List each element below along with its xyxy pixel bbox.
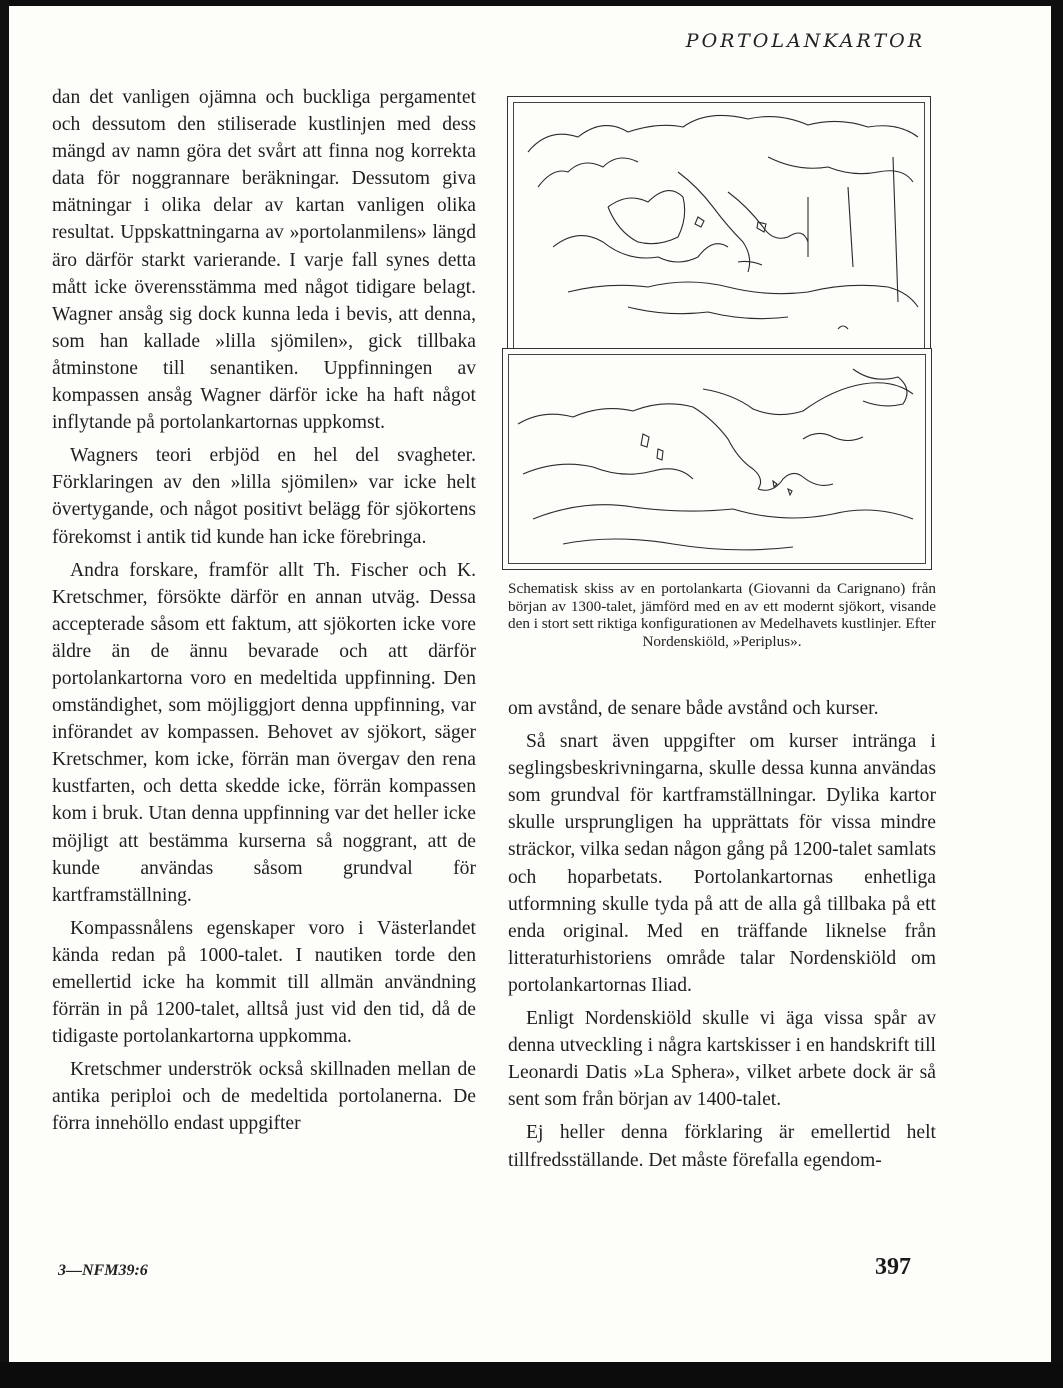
portolan-map-figure <box>507 96 931 361</box>
figure-caption <box>508 580 936 650</box>
paragraph: Wagners teori erbjöd en hel del svagheter. Förklaringen av den »lilla sjömilen» var icke helt övertygande, och något positivt belägg för sjökortens förekomst i antik tid kunde han icke förebringa. <box>52 445 476 548</box>
paragraph: Kompassnålens egenskaper voro i Västerlandet kända redan på 1000-talet. I nautiken torde den emellertid icke ha kommit till allmän användning förrän in på 1200-talet, alltså just vid den tid, då de tidigaste portolankartorna uppkomma. <box>52 917 476 1048</box>
scan-edge-top <box>0 0 1063 6</box>
paragraph: Ej heller denna förklaring är emellertid helt tillfredsställande. Det måste förefalla egendom- <box>508 1122 936 1171</box>
page-number: 397 <box>875 1254 911 1280</box>
portolan-map-sketch <box>508 97 932 362</box>
paragraph: Kretschmer underströk också skillnaden mellan de antika periploi och de medeltida portolanerna. De förra innehöllo endast uppgifter <box>52 1059 476 1135</box>
scan-edge-bottom <box>0 1362 1063 1388</box>
modern-chart-sketch <box>503 349 933 571</box>
paragraph: om avstånd, de senare både avstånd och kurser. <box>508 698 879 719</box>
right-text-column <box>508 695 936 1180</box>
caption-main: Schematisk skiss av en portolankarta (Giovanni da Carignano) från början av 1300-talet, jämförd med en av ett modernt sjökort, visande den i stort sett riktiga konfigurationen av Medelhavets kustlinjer. Efter <box>508 580 936 633</box>
paragraph: Enligt Nordenskiöld skulle vi äga vissa spår av denna utveckling i några kartskisser i en handskrift till Leonardi Datis »La Sphera», vilket arbete dock är så sent som från början av 1400-talet. <box>508 1008 936 1111</box>
signature-mark: 3—NFM39:6 <box>58 1262 148 1279</box>
paragraph: dan det vanligen ojämna och buckliga pergamentet och dessutom den stiliserade kustlinjen med dess mängd av namn göra det svårt att finna nog korrekta data för noggrannare beräkningar. Dessutom giva mätningar i olika delar av kartan vanligen olika resultat. Uppskattningarna av »portolanmilens» längd äro därför starkt varierande. I varje fall synes detta mått icke överensstämma med något tidigare belagt. Wagner ansåg sig dock kunna leda i bevis, att denna, som han kallade »lilla sjömilen», gick tillbaka åtminstone till senantiken. Uppfinningen av kompassen ansåg Wagner därför icke ha haft något inflytande på portolankartornas uppkomst. <box>52 87 476 434</box>
scan-edge-left <box>0 0 9 1388</box>
scan-edge-right <box>1051 0 1063 1388</box>
modern-chart-figure <box>502 348 932 570</box>
caption-attribution: Nordenskiöld, »Periplus». <box>642 632 802 650</box>
left-text-column <box>52 84 476 1144</box>
running-title: PORTOLANKARTOR <box>685 30 925 52</box>
paragraph: Andra forskare, framför allt Th. Fischer och K. Kretschmer, försökte därför en annan utväg. Dessa accepterade såsom ett faktum, att sjökorten icke vore äldre än de ännu bevarade och att därför portolankartorna voro en medeltida uppfinning. Den omständighet, som möjliggjort denna uppfinning, var införandet av kompassen. Behovet av sjökort, säger Kretschmer, kom icke, förrän man övergav den rena kustfarten, och detta skedde icke, förrän kompassen kom i bruk. Utan denna uppfinning var det heller icke möjligt att bestämma kurserna så noggrant, att de kunde användas såsom grundval för kartframställning. <box>52 559 476 906</box>
paragraph: Så snart även uppgifter om kurser intränga i seglingsbeskrivningarna, skulle dessa kunna användas som grundval för kartframställningar. Dylika kartor skulle ursprungligen ha upprättats för vissa mindre sträckor, vilka sedan någon gång på 1200-talet samlats och hoparbetats. Portolankartornas enhetliga utformning skulle tyda på att de alla gå tillbaka på ett enda original. Med en träffande liknelse från litteraturhistoriens område talar Nordenskiöld om portolankartornas Iliad. <box>508 731 936 996</box>
